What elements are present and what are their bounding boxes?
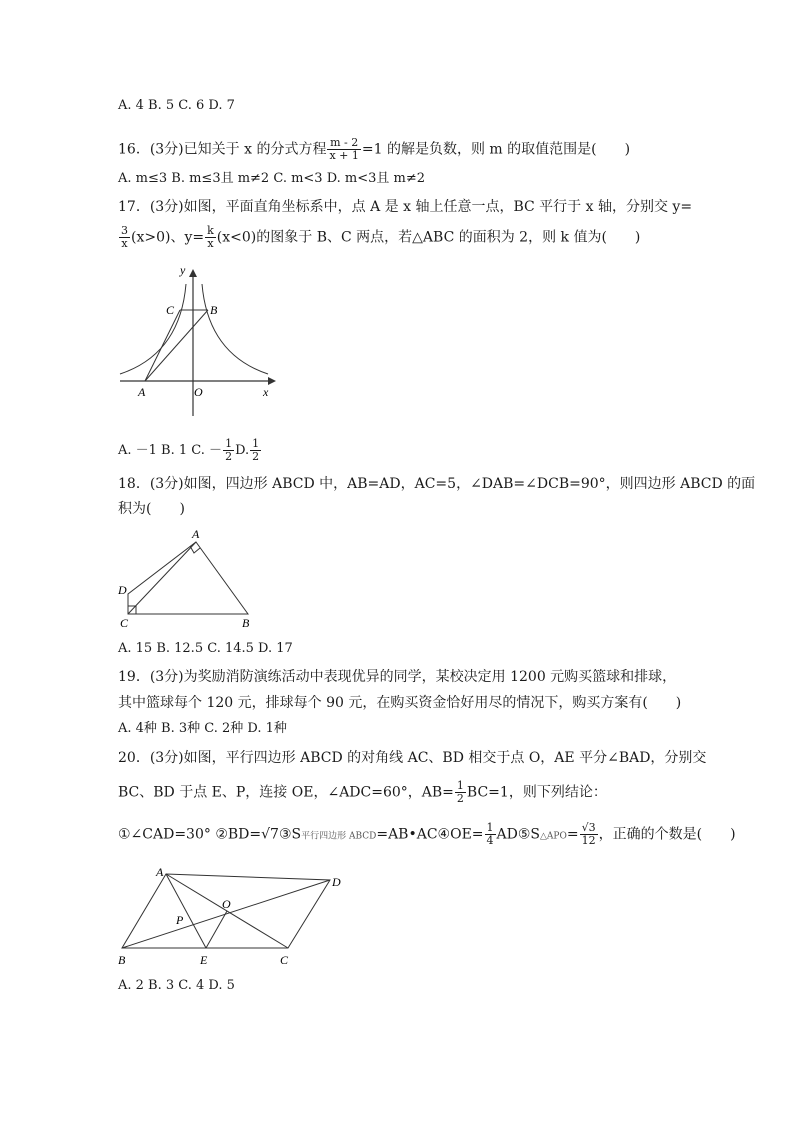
q17-tail: (x<0)的图象于 B、C 两点，若△ABC 的面积为 2，则 k 值为( ) xyxy=(216,229,641,246)
q20-label-b: B xyxy=(118,953,126,967)
q17-curve-left xyxy=(120,284,186,374)
q17-options-ab: A. －1 B. 1 C. xyxy=(118,443,205,458)
q17-label-c: C xyxy=(166,303,175,317)
q17-line2 xyxy=(118,225,640,250)
q20-options: A. 2 B. 3 C. 4 D. 5 xyxy=(118,978,235,993)
q16-frac-num: m - 2 xyxy=(327,137,360,150)
q20-line2-frac-num: 1 xyxy=(456,779,464,792)
q16-fraction xyxy=(327,137,360,162)
q20-segment-ae xyxy=(166,874,206,948)
q20-line3-frac1 xyxy=(485,822,496,847)
q19-options: A. 4种 B. 3种 C. 2种 D. 1种 xyxy=(118,721,287,736)
q20-line3 xyxy=(118,822,736,847)
q16-prefix: 16．(3分)已知关于 x 的分式方程 xyxy=(118,141,327,158)
q17-curve-right xyxy=(202,284,268,374)
q17-y-arrow xyxy=(189,269,197,277)
q20-segment-oe xyxy=(206,911,227,948)
q17-segment-ac xyxy=(145,310,180,381)
q20-diagonal-bd xyxy=(122,880,330,948)
q20-line3-frac1-num: 1 xyxy=(486,821,494,834)
q20-line3-frac2-den: 12 xyxy=(581,834,596,847)
q20-line3-c: AD⑤S xyxy=(496,826,541,843)
q20-label-d: D xyxy=(332,875,341,889)
q18-line1: 18．(3分)如图，四边形 ABCD 中，AB=AD，AC=5，∠DAB=∠DCB=90°，则四边形 ABCD 的面 xyxy=(118,476,756,492)
q20-line3-d: = xyxy=(566,826,579,843)
q20-line2-b: BC=1，则下列结论： xyxy=(466,784,607,801)
q20-line2-frac xyxy=(455,780,466,805)
q17-segment-ab xyxy=(145,310,208,381)
q17-label-x: x xyxy=(263,385,269,399)
q18-label-b: B xyxy=(242,616,250,630)
q17-frac2-den: x xyxy=(207,237,214,250)
q16-suffix: =1 的解是负数，则 m 的取值范围是( ) xyxy=(361,141,631,158)
q20-label-a: A xyxy=(156,865,164,879)
q20-line1: 20．(3分)如图，平行四边形 ABCD 的对角线 AC、BD 相交于点 O，AE 平分∠BAD，分别交 xyxy=(118,750,707,766)
q17-opt-c-den: 2 xyxy=(225,450,233,463)
q19-line1: 19．(3分)为奖励消防演练活动中表现优异的同学，某校决定用 1200 元购买篮球和排球， xyxy=(118,669,677,685)
q18-label-a: A xyxy=(192,527,200,541)
q20-label-p: P xyxy=(176,913,184,927)
q17-label-y: y xyxy=(180,264,186,277)
q17-line1: 17．(3分)如图，平面直角坐标系中，点 A 是 x 轴上任意一点，BC 平行于 x 轴，分别交 y= xyxy=(118,199,693,215)
q20-line3-sub: 平行四边形 ABCD xyxy=(301,831,377,842)
q17-frac1-den: x xyxy=(121,237,128,250)
q17-frac2-num: k xyxy=(207,224,214,237)
q17-opt-d-den: 2 xyxy=(252,450,260,463)
q18-label-d: D xyxy=(118,583,127,597)
q20-figure xyxy=(114,862,354,970)
q15-options: A. 4 B. 5 C. 6 D. 7 xyxy=(118,98,235,113)
q20-label-c: C xyxy=(280,953,289,967)
q18-figure xyxy=(114,526,264,630)
q16-frac-den: x + 1 xyxy=(329,149,359,162)
q18-diagonal-ac xyxy=(128,542,196,614)
q18-line2: 积为( ) xyxy=(118,501,185,517)
q18-label-c: C xyxy=(120,616,129,630)
q18-quadrilateral xyxy=(128,542,248,614)
q17-opt-c-sign: － xyxy=(209,443,223,458)
q20-line3-sub2: △APO xyxy=(540,831,567,842)
q18-options: A. 15 B. 12.5 C. 14.5 D. 17 xyxy=(118,641,293,656)
q20-line3-frac2-num: √3 xyxy=(581,821,596,834)
q17-frac2 xyxy=(205,225,216,250)
q17-opt-d: D. xyxy=(235,443,250,458)
q17-frac1 xyxy=(119,225,130,250)
q17-mid: (x>0)、y= xyxy=(131,229,205,246)
q20-line2 xyxy=(118,780,607,805)
q20-line2-a: BC、BD 于点 E、P，连接 OE，∠ADC=60°，AB= xyxy=(118,784,454,801)
q20-line3-e: ，正确的个数是( ) xyxy=(598,826,736,843)
q20-line3-frac1-den: 4 xyxy=(486,834,494,847)
q20-parallelogram xyxy=(122,874,330,948)
q17-opt-c-frac xyxy=(223,438,234,463)
q17-label-o: O xyxy=(194,385,203,399)
q17-opt-c-num: 1 xyxy=(225,437,233,450)
q20-line3-b: =AB•AC④OE= xyxy=(376,826,484,843)
q17-opt-d-num: 1 xyxy=(252,437,260,450)
q20-label-o: O xyxy=(222,897,231,911)
q20-line3-a: ①∠CAD=30° ②BD=√7③S xyxy=(118,826,302,843)
q19-line2: 其中篮球每个 120 元，排球每个 90 元，在购买资金恰好用尽的情况下，购买方案有( ) xyxy=(118,695,682,711)
q17-opt-d-frac xyxy=(250,438,261,463)
q17-label-b: B xyxy=(210,303,218,317)
q16-options: A. m≤3 B. m≤3且 m≠2 C. m<3 D. m<3且 m≠2 xyxy=(118,171,426,186)
q17-label-a: A xyxy=(138,385,146,399)
q20-label-e: E xyxy=(200,953,208,967)
q17-frac1-num: 3 xyxy=(121,224,128,237)
q20-line3-frac2 xyxy=(580,822,598,847)
q20-line2-frac-den: 2 xyxy=(456,792,464,805)
q17-x-arrow xyxy=(268,377,276,385)
q16-stem xyxy=(118,137,630,162)
q17-figure xyxy=(118,264,278,424)
q17-options xyxy=(118,438,262,463)
